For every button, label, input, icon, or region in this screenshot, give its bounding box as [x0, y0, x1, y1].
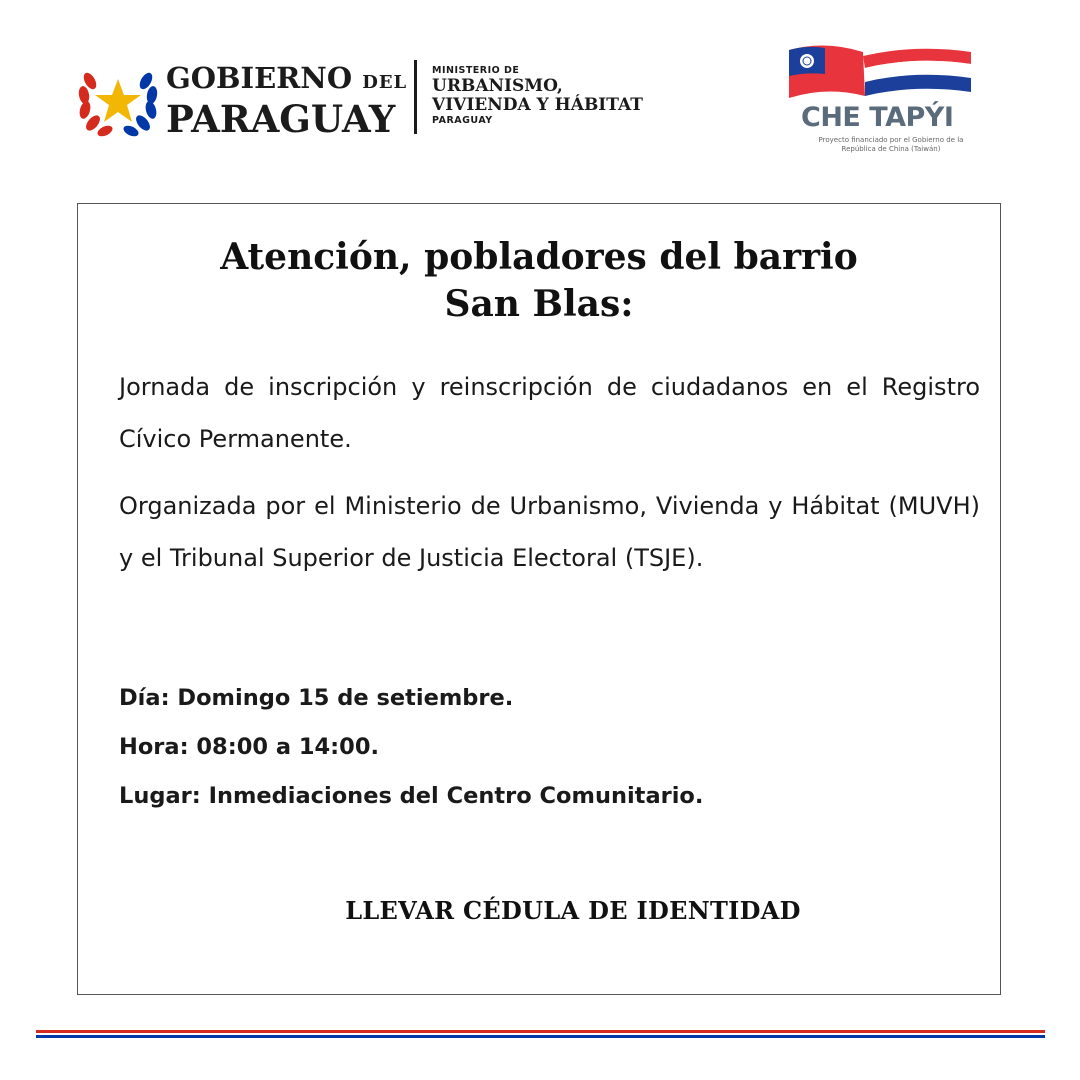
- notice-paragraph-organizers: Organizada por el Ministerio de Urbanismo, Vivienda y Hábitat (MUVH) y el Tribunal Superior de Justicia Electoral (TSJE).: [119, 492, 980, 572]
- government-name-del: DEL: [362, 72, 408, 93]
- stripe-blue: [36, 1035, 1045, 1038]
- che-tapyi-name: CHE TAPÝI: [801, 102, 954, 133]
- event-place: Lugar: Inmediaciones del Centro Comunitario.: [119, 783, 704, 809]
- notice-title-line1: Atención, pobladores del barrio: [220, 236, 858, 278]
- notice-title-line2: San Blas:: [444, 283, 634, 325]
- ministry-line2: VIVIENDA Y HÁBITAT: [432, 95, 643, 115]
- logo-divider: [414, 60, 417, 134]
- government-logo: [76, 55, 676, 145]
- ministry-name: [432, 65, 643, 127]
- government-name-main: GOBIERNO: [166, 61, 353, 95]
- taiwan-paraguay-flags-icon: [785, 42, 975, 104]
- notice-paragraph-registration: Jornada de inscripción y reinscripción de ciudadanos en el Registro Cívico Permanente.: [119, 373, 980, 453]
- government-country: PARAGUAY: [166, 97, 396, 141]
- ministry-top: MINISTERIO DE: [432, 65, 520, 76]
- footer-flag-stripes: [36, 1030, 1045, 1043]
- ministry-bottom: PARAGUAY: [432, 115, 493, 126]
- che-tapyi-logo: [785, 42, 975, 172]
- che-tapyi-subtitle: Proyecto financiado por el Gobierno de la República de China (Taiwán): [818, 136, 964, 153]
- paraguay-seal-icon: [76, 61, 160, 139]
- ministry-line1: URBANISMO,: [432, 76, 563, 96]
- event-details: [119, 674, 980, 821]
- event-time: Hora: 08:00 a 14:00.: [119, 734, 380, 760]
- notice-box: [77, 203, 1001, 995]
- event-day: Día: Domingo 15 de setiembre.: [119, 685, 514, 711]
- notice-title: [78, 234, 1000, 328]
- government-name: [166, 61, 408, 141]
- call-to-action: LLEVAR CÉDULA DE IDENTIDAD: [345, 896, 801, 925]
